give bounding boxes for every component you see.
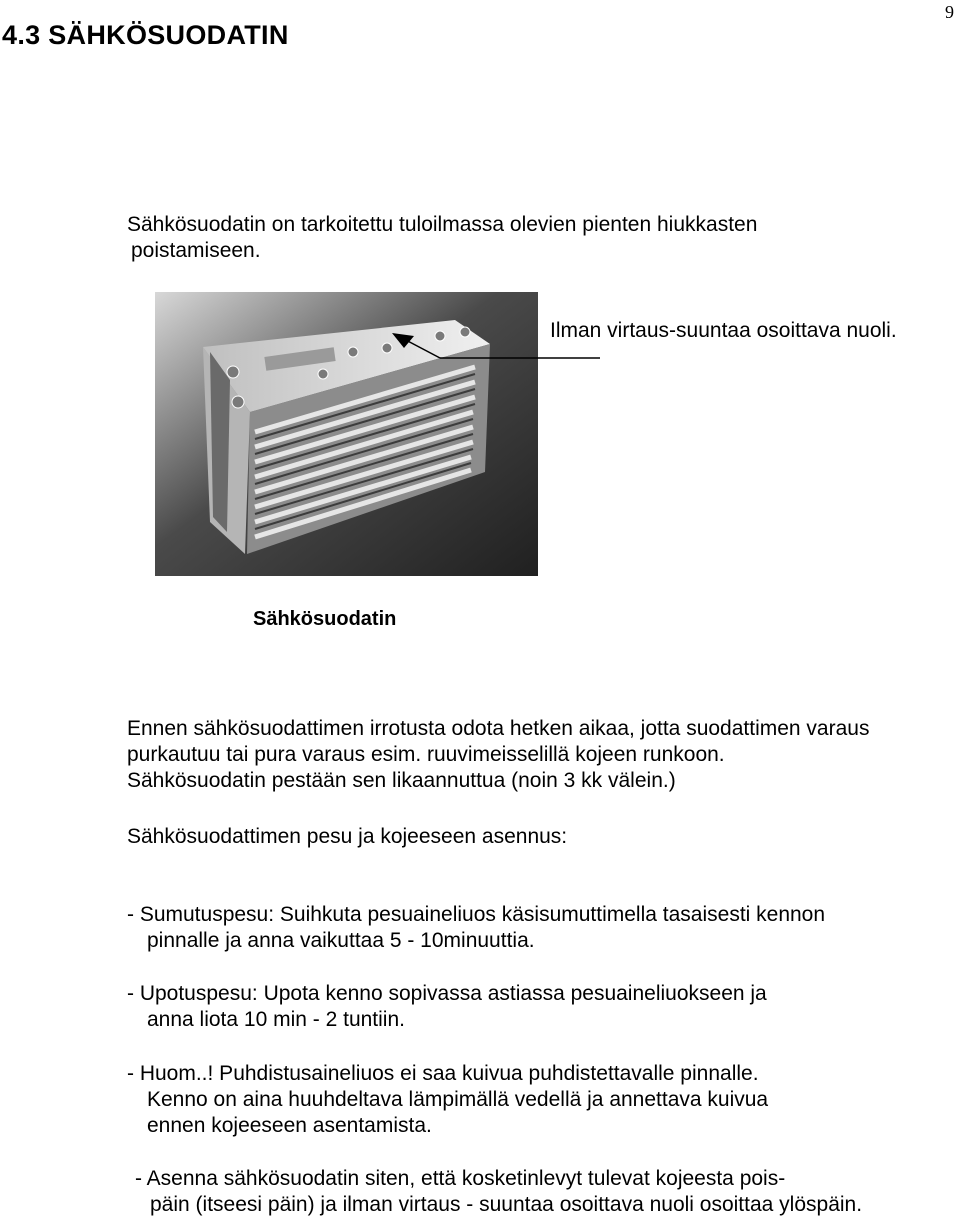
install-step-line-2: päin (itseesi päin) ja ilman virtaus - suuntaa osoittava nuoli osoittaa ylöspäin. (150, 1193, 863, 1216)
note-line-3: ennen kojeeseen asentamista. (147, 1114, 432, 1137)
note-line-1: - Huom..! Puhdistusaineliuos ei saa kuivua puhdistettavalle pinnalle. (127, 1062, 759, 1085)
install-step-line-1: - Asenna sähkösuodatin siten, että kosketinlevyt tulevat kojeesta pois- (135, 1167, 786, 1190)
dip-step-line-1: - Upotuspesu: Upota kenno sopivassa astiassa pesuaineliuokseen ja (127, 982, 767, 1005)
intro-line-1: Sähkösuodatin on tarkoitettu tuloilmassa olevien pienten hiukkasten (127, 213, 758, 236)
washing-heading: Sähkösuodattimen pesu ja kojeeseen asennus: (127, 825, 568, 848)
maintenance-line-1: Ennen sähkösuodattimen irrotusta odota hetken aikaa, jotta suodattimen varaus (127, 717, 870, 740)
maintenance-line-2: purkautuu tai pura varaus esim. ruuvimeisselillä kojeen runkoon. (127, 743, 725, 766)
section-heading: 4.3 SÄHKÖSUODATIN (2, 20, 289, 50)
intro-line-2: poistamiseen. (131, 239, 261, 262)
spray-step-line-1: - Sumutuspesu: Suihkuta pesuaineliuos käsisumuttimella tasaisesti kennon (127, 903, 826, 926)
spray-step-line-2: pinnalle ja anna vaikuttaa 5 - 10minuuttia. (147, 929, 535, 952)
note-line-2: Kenno on aina huuhdeltava lämpimällä vedellä ja annettava kuivua (147, 1088, 769, 1111)
maintenance-line-3: Sähkösuodatin pestään sen likaannuttua (noin 3 kk välein.) (127, 769, 676, 792)
dip-step-line-2: anna liota 10 min - 2 tuntiin. (147, 1008, 405, 1031)
arrow-label: Ilman virtaus-suuntaa osoittava nuoli. (550, 319, 897, 342)
figure-caption: Sähkösuodatin (253, 608, 397, 630)
page-number: 9 (945, 2, 954, 22)
